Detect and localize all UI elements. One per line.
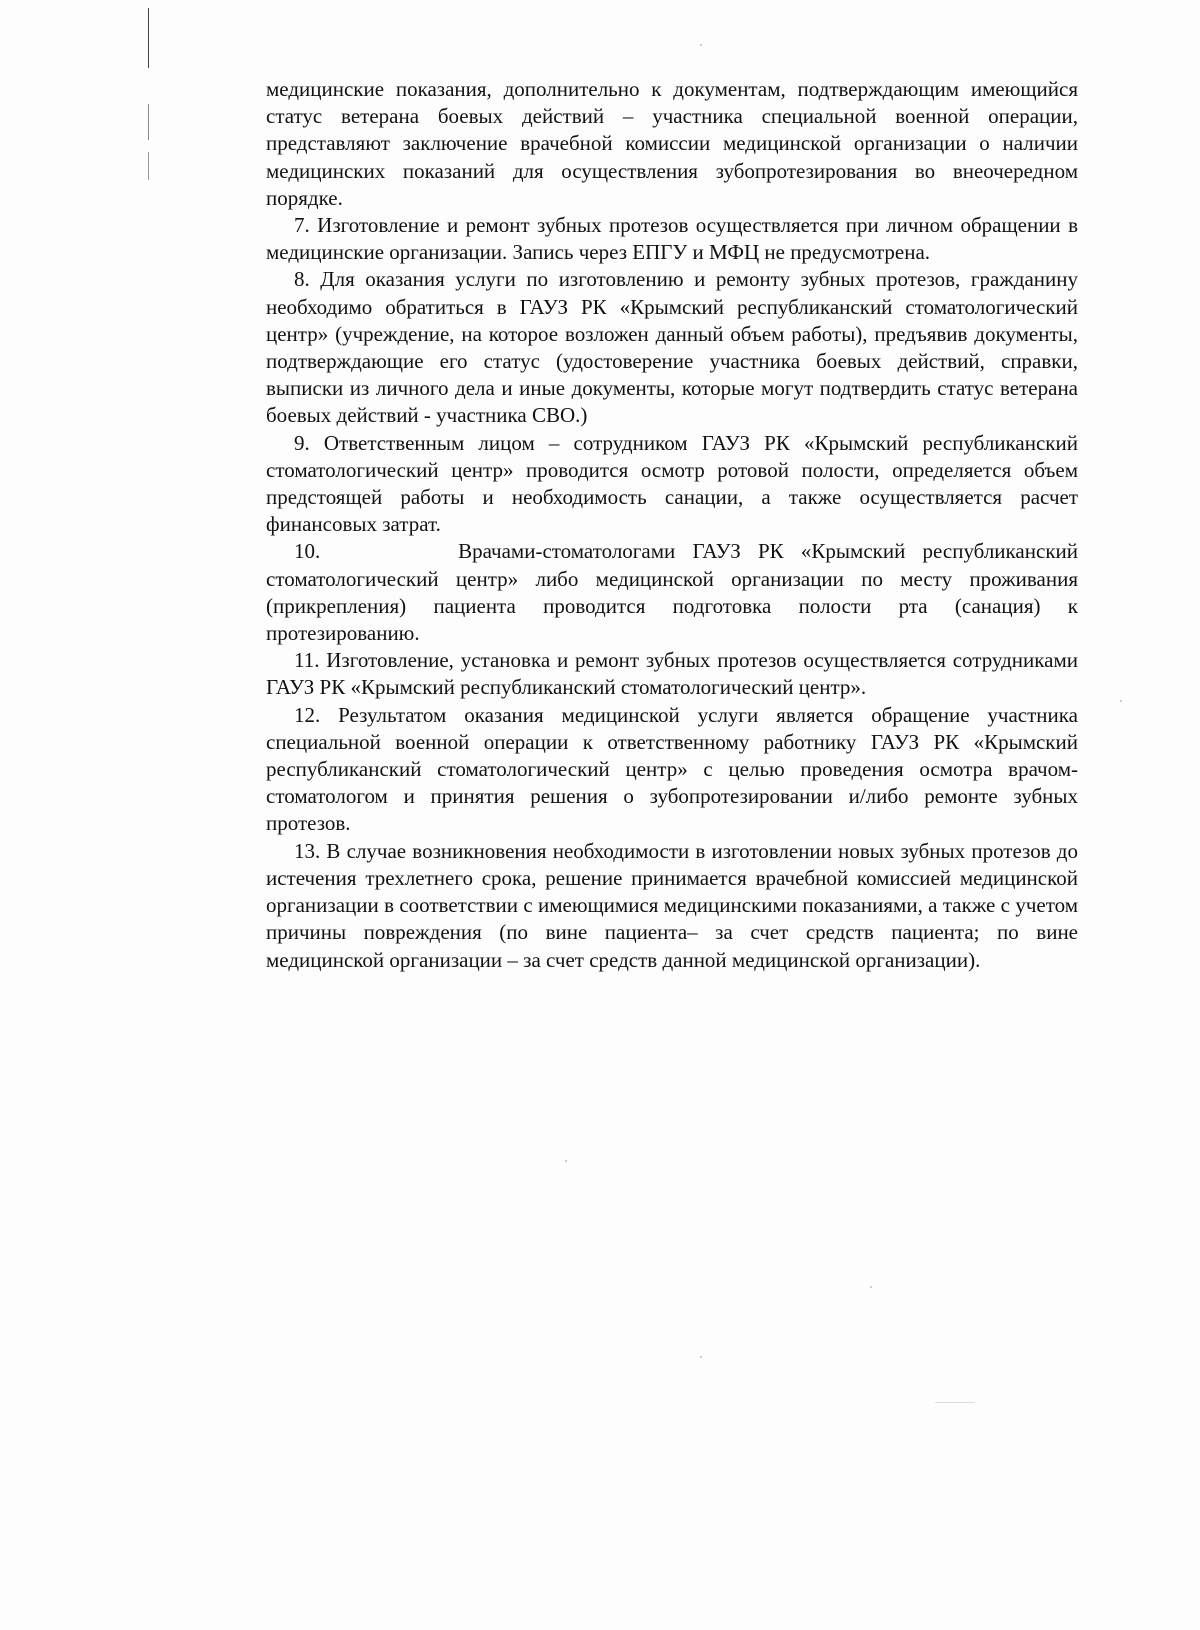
scan-artifact-line xyxy=(148,8,149,68)
paragraph-continuation: медицинские показания, дополнительно к документам, подтверждающим имеющийся статус ветерана боевых действий – участника специальной военной операции, представляют заключение врачебной комиссии медицинской организации о наличии медицинских показаний для осуществления зубопротезирования во внеочередном порядке. xyxy=(266,77,1078,210)
document-body xyxy=(266,76,1084,974)
paragraph-item-8: 8. Для оказания услуги по изготовлению и ремонту зубных протезов, гражданину необходимо обратиться в ГАУЗ РК «Крымский республиканский стоматологический центр» (учреждение, на которое возложен данный объем работы), предъявив документы, подтверждающие его статус (удостоверение участника боевых действий, справки, выписки из личного дела и иные документы, которые могут подтвердить статус ветерана боевых действий - участника СВО.) xyxy=(266,267,1078,428)
scan-speck xyxy=(1120,700,1122,702)
paragraph-item-9: 9. Ответственным лицом – сотрудником ГАУЗ РК «Крымский республиканский стоматологический центр» проводится осмотр ротовой полости, определяется объем предстоящей работы и необходимость санации, а также осуществляется расчет финансовых затрат. xyxy=(266,430,1078,537)
scan-speck xyxy=(870,1286,872,1288)
paragraph-item-10: 10. Врачами-стоматологами ГАУЗ РК «Крымский республиканский стоматологический центр» либо медицинской организации по месту проживания (прикрепления) пациента проводится подготовка полости рта (санация) к протезированию. xyxy=(266,539,1084,646)
paragraph-item-11: 11. Изготовление, установка и ремонт зубных протезов осуществляется сотрудниками ГАУЗ РК «Крымский республиканский стоматологический центр». xyxy=(266,648,1078,700)
scan-speck xyxy=(700,1356,702,1358)
scan-artifact-line xyxy=(148,104,149,140)
scan-speck xyxy=(565,1160,567,1162)
scan-speck xyxy=(935,1402,975,1403)
scan-speck xyxy=(700,44,702,46)
scan-artifact-line xyxy=(148,152,149,180)
paragraph-item-13: 13. В случае возникновения необходимости в изготовлении новых зубных протезов до истечения трехлетнего срока, решение принимается врачебной комиссией медицинской организации в соответствии с имеющимися медицинскими показаниями, а также с учетом причины повреждения (по вине пациента– за счет средств пациента; по вине медицинской организации – за счет средств данной медицинской организации). xyxy=(266,838,1078,972)
paragraph-item-7: 7. Изготовление и ремонт зубных протезов осуществляется при личном обращении в медицинские организации. Запись через ЕПГУ и МФЦ не предусмотрена. xyxy=(266,213,1078,265)
paragraph-item-12: 12. Результатом оказания медицинской услуги является обращение участника специальной военной операции к ответственному работнику ГАУЗ РК «Крымский республиканский стоматологический центр» с целью проведения осмотра врачом-стоматологом и принятия решения о зубопротезировании и/либо ремонте зубных протезов. xyxy=(266,702,1078,836)
